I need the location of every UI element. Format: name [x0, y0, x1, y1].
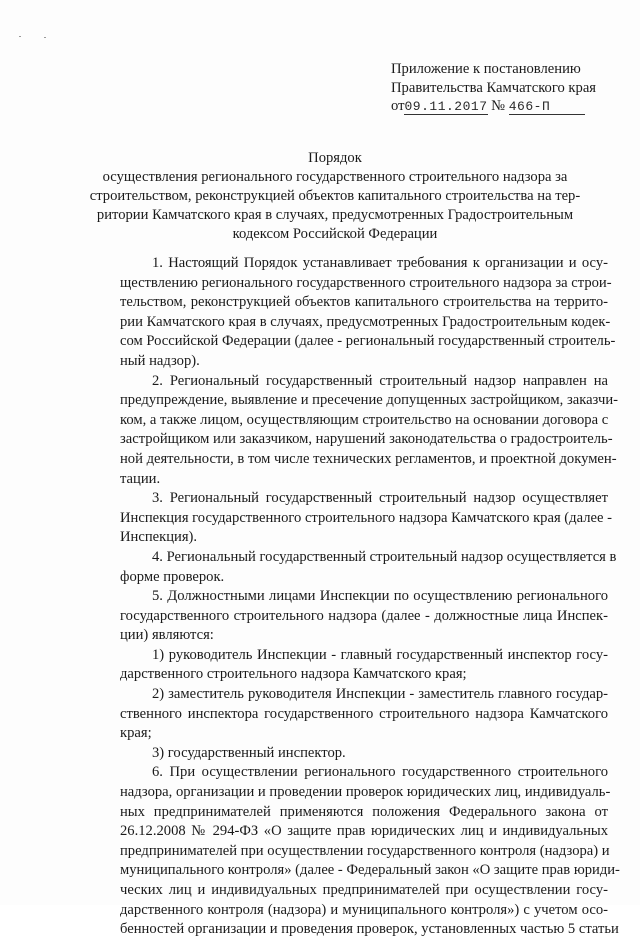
paragraph-line: 3. Региональный государственный строительный надзор осуществляет — [152, 490, 608, 507]
paragraph-line: Инспекция). — [120, 529, 198, 546]
paragraph-line: 3) государственный инспектор. — [152, 744, 346, 761]
appendix-line-2: Правительства Камчатского края — [391, 79, 597, 96]
paragraph-line: предпринимателей при осуществлении государственного контроля (надзора) и — [120, 842, 610, 859]
scan-speck — [44, 37, 46, 38]
paragraph-line: ственного инспектора государственного строительного надзора Камчатского — [120, 705, 608, 722]
paragraph-3 — [88, 489, 612, 548]
paragraph-line: 1. Настоящий Порядок устанавливает требования к организации и осу- — [152, 255, 608, 271]
paragraph-6 — [88, 763, 620, 939]
paragraph-line: ный надзор). — [120, 352, 200, 369]
paragraph-line: 4. Региональный государственный строительный надзор осуществляется в — [152, 548, 617, 565]
paragraph-line: форме проверок. — [120, 568, 225, 585]
paragraph-line: 2) заместитель руководителя Инспекции - заместитель главного государ- — [152, 686, 608, 703]
paragraph-line: застройщиком или заказчиком, нарушений законодательства о градостроитель- — [120, 431, 613, 448]
paragraph-2 — [88, 372, 619, 490]
paragraph-5 — [88, 587, 608, 646]
paragraph-4 — [88, 548, 617, 587]
paragraph-line: ществлению регионального государственного строительного надзора за строи- — [120, 274, 612, 291]
paragraph-line: бенностей организации и проведения проверок, установленных частью 5 статьи — [120, 921, 619, 938]
document-body — [88, 254, 620, 940]
paragraph-line: предупреждение, выявление и пресечение допущенных застройщиком, заказчи- — [120, 392, 619, 409]
paragraph-line: 26.12.2008 № 294-ФЗ «О защите прав юридических лиц и индивидуальных — [120, 823, 608, 840]
paragraph-line: 2. Региональный государственный строительный надзор направлен на — [152, 372, 608, 389]
paragraph-line: 1) руководитель Инспекции - главный государственный инспектор госу- — [152, 646, 608, 663]
paragraph-line: ции) являются: — [120, 627, 214, 644]
appendix-number: 466-П — [509, 99, 585, 115]
paragraph-line: ных предпринимателей применяются положения Федерального закона от — [120, 803, 608, 820]
paragraph-line: ной деятельности, в том числе технических регламентов, и проектной докумен- — [120, 450, 617, 467]
paragraph-line: рии Камчатского края в случаях, предусмотренных Градостроительным кодек- — [120, 313, 611, 330]
paragraph-line: ческих лиц и индивидуальных предпринимателей при осуществлении госу- — [120, 882, 608, 898]
paragraph-line: 5. Должностными лицами Инспекции по осуществлению регионального — [152, 588, 608, 605]
appendix-ot: от — [391, 98, 405, 115]
paragraph-line: дарственного строительного надзора Камчатского края; — [120, 666, 467, 683]
paragraph-line: тации. — [120, 470, 161, 487]
paragraph-line: края; — [120, 725, 152, 742]
paragraph-1 — [88, 254, 616, 372]
document-title — [40, 149, 630, 244]
paragraph-line: дарственного контроля (надзора) и муниципального контроля») с учетом осо- — [120, 901, 608, 918]
paragraph-5-item-1 — [88, 646, 608, 685]
appendix-date: 09.11.2017 — [404, 99, 488, 115]
appendix-line-1: Приложение к постановлению — [391, 61, 581, 77]
paragraph-line: государственного строительного надзора (далее - должностные лица Инспек- — [120, 607, 608, 624]
appendix-number-sign: № — [491, 98, 506, 115]
paragraph-line: тельством, реконструкцией объектов капитального строительства на террито- — [120, 294, 608, 311]
paragraph-line: 6. При осуществлении регионального государственного строительного — [152, 764, 608, 781]
paragraph-5-item-2 — [88, 685, 608, 744]
title-heading: Порядок — [308, 150, 362, 166]
paragraph-line: ком, а также лицом, осуществляющим строительство на основании договора с — [120, 411, 609, 428]
appendix-header — [391, 60, 631, 116]
scan-speck — [19, 36, 21, 37]
title-line: ритории Камчатского края в случаях, предусмотренных Градостроительным — [96, 207, 574, 223]
paragraph-line: надзора, организации и проведении проверок юридических лиц, индивидуаль- — [120, 784, 611, 801]
title-line: строительством, реконструкцией объектов капитального строительства на тер- — [89, 188, 581, 204]
paragraph-line: сом Российской Федерации (далее - региональный государственный строитель- — [120, 333, 616, 350]
paragraph-5-item-3 — [88, 744, 608, 764]
paragraph-line: муниципального контроля» (далее - Федеральный закон «О защите прав юриди- — [120, 862, 620, 879]
appendix-date-line — [391, 97, 631, 116]
paragraph-line: Инспекция государственного строительного надзора Камчатского края (далее - — [120, 509, 612, 526]
title-line: кодексом Российской Федерации — [232, 226, 438, 242]
title-line: осуществления регионального государственного строительного надзора за — [102, 169, 568, 185]
